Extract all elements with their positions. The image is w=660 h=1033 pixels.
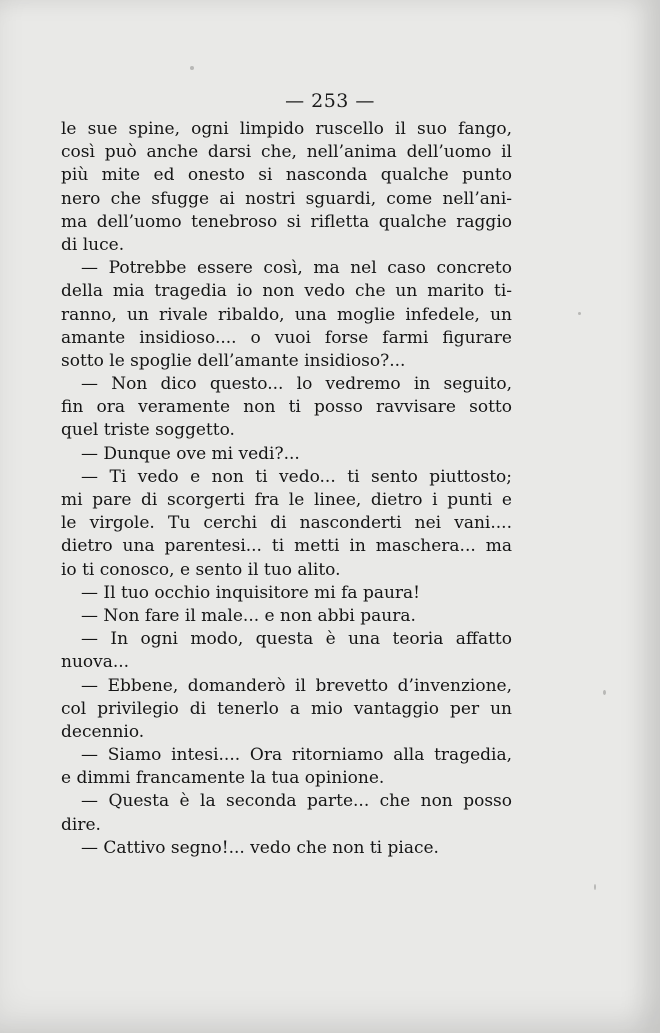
text-line: — Siamo intesi.... Ora ritorniamo alla tragedia, <box>81 745 512 766</box>
text-line: dire. <box>61 814 101 835</box>
text-line: ma dell’uomo tenebroso si rifletta qualche raggio <box>61 211 512 232</box>
text-line: le sue spine, ogni limpido ruscello il suo fango, <box>61 119 512 139</box>
text-line: — Non dico questo... lo vedremo in seguito, <box>81 374 512 395</box>
text-line: decennio. <box>61 721 145 742</box>
page-number: — 253 — <box>285 90 375 112</box>
body-text <box>61 118 512 860</box>
text-line: le virgole. Tu cerchi di nasconderti nei vani.... <box>61 513 512 534</box>
text-line: col privilegio di tenerlo a mio vantaggio per un <box>61 698 512 719</box>
text-line: dietro una parentesi... ti metti in maschera... ma <box>61 536 512 557</box>
text-line: io ti conosco, e sento il tuo alito. <box>61 559 341 580</box>
ink-speck <box>578 312 581 315</box>
text-line: più mite ed onesto si nasconda qualche punto <box>61 165 512 186</box>
text-line: così può anche darsi che, nell’anima dell’uomo il <box>61 142 512 163</box>
text-line: sotto le spoglie dell’amante insidioso?... <box>61 350 406 371</box>
text-line: — Ebbene, domanderò il brevetto d’invenzione, <box>81 675 512 696</box>
text-line: nuova... <box>61 652 130 673</box>
text-line: — Questa è la seconda parte... che non posso <box>81 791 512 812</box>
text-line: — In ogni modo, questa è una teoria affatto <box>81 629 512 650</box>
text-line: — Non fare il male... e non abbi paura. <box>81 605 416 626</box>
text-line: fin ora veramente non ti posso ravvisare sotto <box>61 397 512 418</box>
text-line: ranno, un rivale ribaldo, una moglie infedele, un <box>61 304 512 325</box>
text-line: della mia tragedia io non vedo che un marito ti- <box>61 281 512 302</box>
text-line: mi pare di scorgerti fra le linee, dietro i punti e <box>61 490 512 510</box>
text-line: quel triste soggetto. <box>61 420 235 441</box>
text-line: — Dunque ove mi vedi?... <box>81 443 300 464</box>
text-line: di luce. <box>61 234 125 255</box>
text-line: — Ti vedo e non ti vedo... ti sento piuttosto; <box>81 466 512 487</box>
text-line: — Cattivo segno!... vedo che non ti piace. <box>81 837 439 858</box>
ink-speck <box>603 690 606 695</box>
text-line: e dimmi francamente la tua opinione. <box>61 768 385 789</box>
ink-speck <box>594 884 596 890</box>
text-line: — Potrebbe essere così, ma nel caso concreto <box>81 258 512 279</box>
ink-speck <box>190 66 194 70</box>
text-line: nero che sfugge ai nostri sguardi, come nell’ani- <box>61 188 512 209</box>
text-line: — Il tuo occhio inquisitore mi fa paura! <box>81 582 421 603</box>
text-line: amante insidioso.... o vuoi forse farmi figurare <box>61 327 512 348</box>
